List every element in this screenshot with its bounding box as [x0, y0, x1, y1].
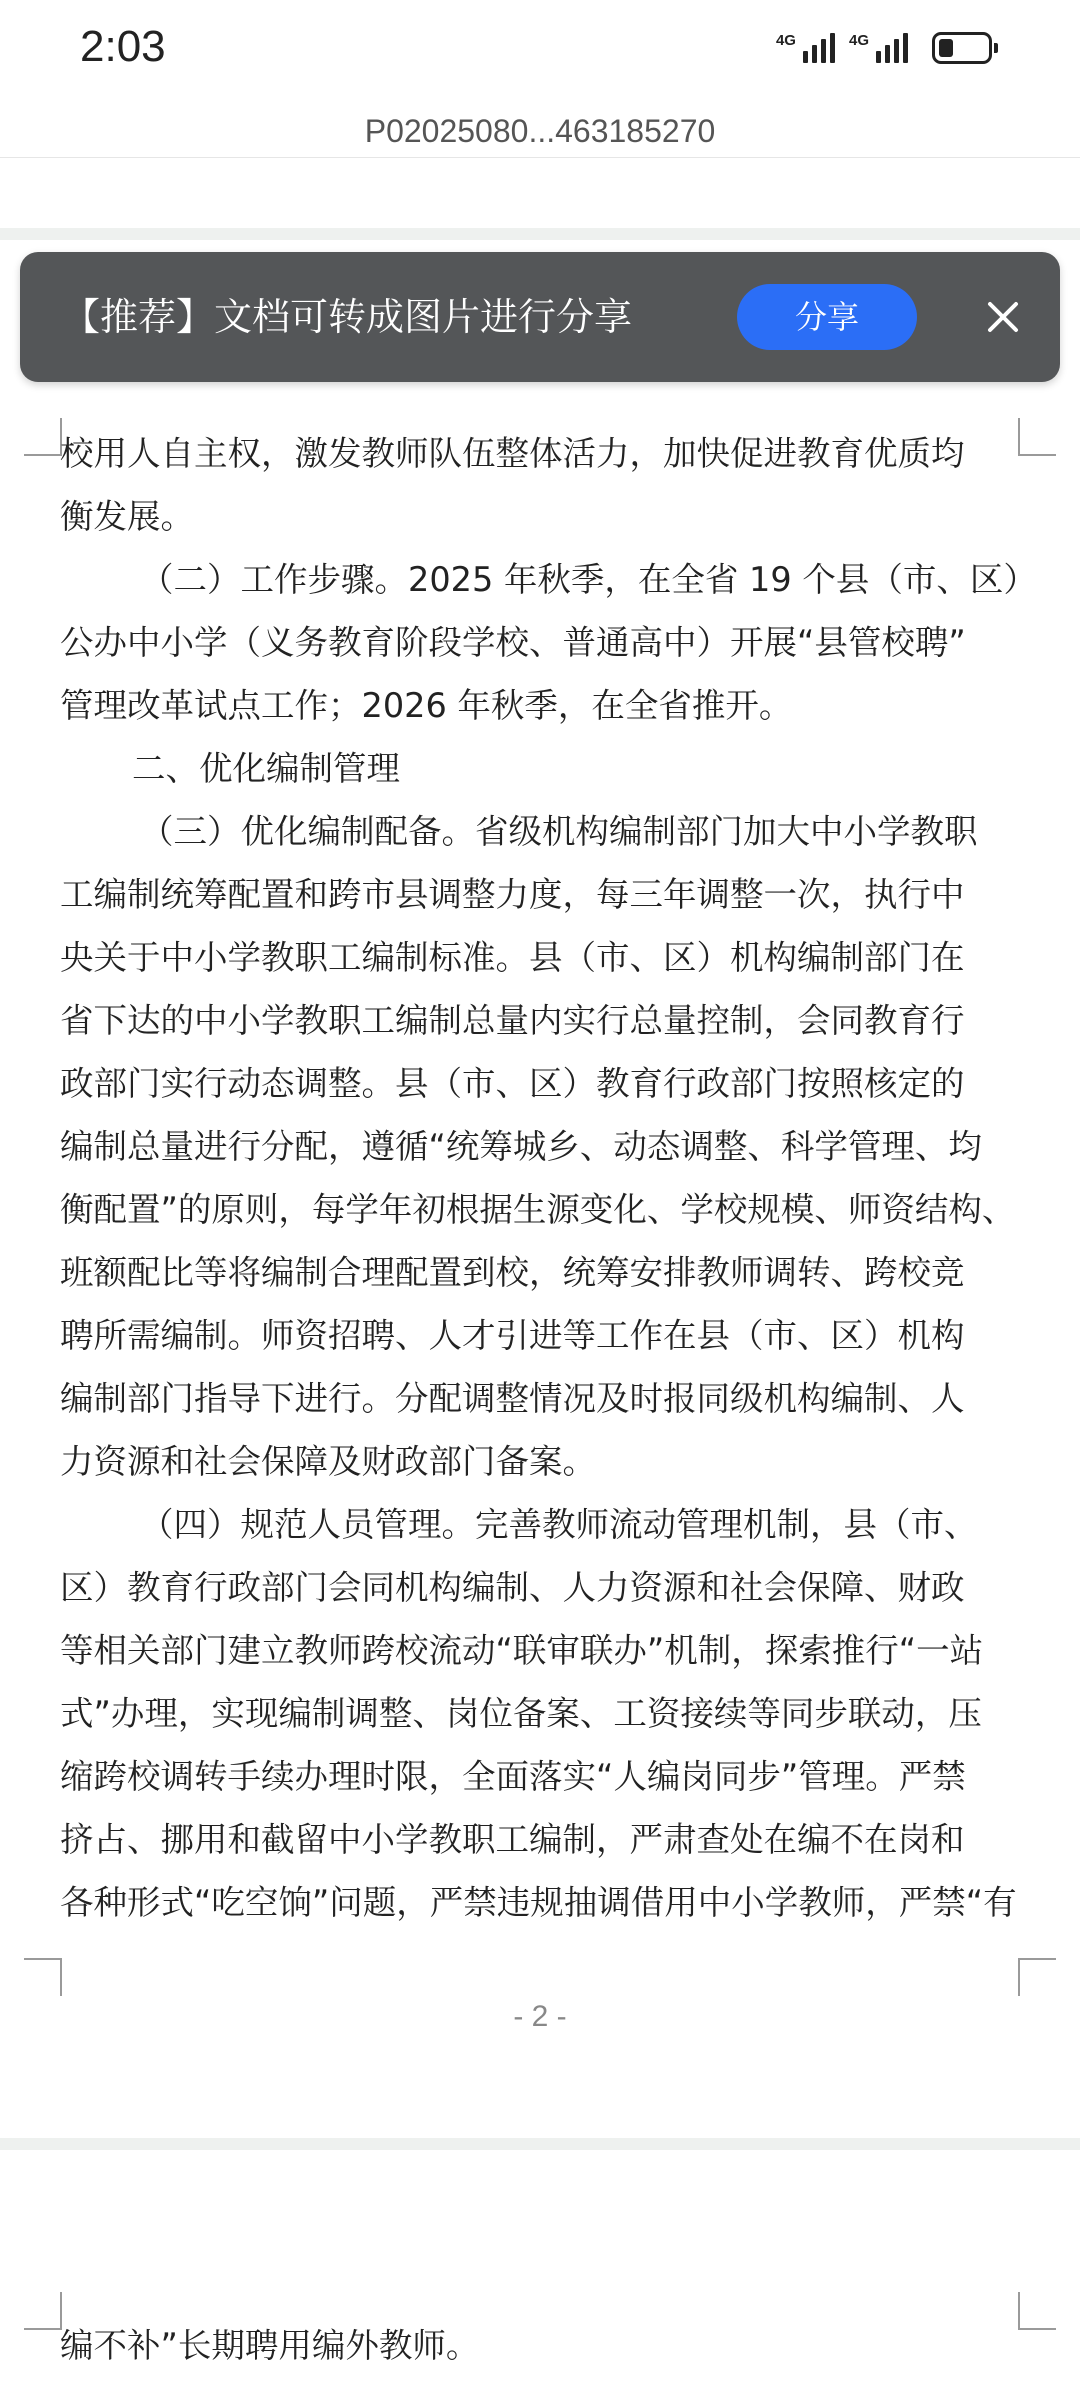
document-text-line: 式”办理，实现编制调整、岗位备案、工资接续等同步联动，压: [60, 1694, 982, 1733]
battery-level-fill: [939, 39, 953, 57]
page-corner-mark: [1018, 1958, 1056, 1996]
page-3-body-text: [60, 2314, 1048, 2377]
status-bar: [0, 0, 1080, 105]
document-text-line: 各种形式“吃空饷”问题，严禁违规抽调借用中小学教师，严禁“有: [60, 1883, 1017, 1922]
status-time: 2:03: [80, 22, 166, 71]
document-text-line: （三）优化编制配备。省级机构编制部门加大中小学教职: [140, 812, 978, 851]
share-suggestion-banner: [20, 252, 1060, 382]
signal-sim2-icon: [849, 33, 908, 63]
page-corner-mark: [24, 2292, 62, 2330]
status-icons: [776, 32, 992, 64]
page-separator: [0, 2138, 1080, 2150]
document-text-line: 编不补”长期聘用编外教师。: [60, 2326, 480, 2365]
document-text-line: 省下达的中小学教职工编制总量内实行总量控制，会同教育行: [60, 1001, 965, 1040]
document-text-line: 等相关部门建立教师跨校流动“联审联办”机制，探索推行“一站: [60, 1631, 984, 1670]
page-corner-mark: [24, 1958, 62, 1996]
document-text-line: 挤占、挪用和截留中小学教职工编制，严肃查处在编不在岗和: [60, 1820, 965, 1859]
document-text-line: 编制部门指导下进行。分配调整情况及时报同级机构编制、人: [60, 1379, 965, 1418]
document-page-2[interactable]: [0, 240, 1080, 2138]
document-text-line: （二）工作步骤。2025 年秋季，在全省 19 个县（市、区）: [140, 560, 1037, 599]
document-text-line: 力资源和社会保障及财政部门备案。: [60, 1442, 596, 1481]
document-text-line: 公办中小学（义务教育阶段学校、普通高中）开展“县管校聘”: [60, 623, 966, 662]
document-text-line: 衡发展。: [60, 497, 194, 536]
document-text-line: 编制总量进行分配，遵循“统筹城乡、动态调整、科学管理、均: [60, 1127, 982, 1166]
document-text-line: 工编制统筹配置和跨市县调整力度，每三年调整一次，执行中: [60, 875, 965, 914]
signal-sim1-icon: [776, 33, 835, 63]
page-separator: [0, 228, 1080, 240]
share-button[interactable]: 分享: [737, 284, 917, 350]
sim1-network-label: 4G: [775, 32, 796, 49]
document-filename: P02025080...463185270: [364, 113, 716, 149]
close-icon[interactable]: [978, 292, 1028, 342]
document-page-3[interactable]: [0, 2150, 1080, 2390]
document-text-line: 校用人自主权，激发教师队伍整体活力，加快促进教育优质均: [60, 434, 965, 473]
page-corner-mark: [24, 418, 62, 456]
document-text-line: 缩跨校调转手续办理时限，全面落实“人编岗同步”管理。严禁: [60, 1757, 966, 1796]
document-text-line: 二、优化编制管理: [132, 749, 400, 788]
sim2-network-label: 4G: [848, 32, 869, 49]
document-text-line: 班额配比等将编制合理配置到校，统筹安排教师调转、跨校竞: [60, 1253, 965, 1292]
page-number: - 2 -: [513, 2000, 567, 2033]
header-divider: [0, 157, 1080, 158]
document-text-line: 央关于中小学教职工编制标准。县（市、区）机构编制部门在: [60, 938, 965, 977]
page-2-body-text: [60, 422, 1048, 1934]
battery-icon: [932, 32, 992, 64]
document-text-line: 衡配置”的原则，每学年初根据生源变化、学校规模、师资结构、: [60, 1190, 1016, 1229]
document-text-line: 聘所需编制。师资招聘、人才引进等工作在县（市、区）机构: [60, 1316, 965, 1355]
banner-message: 【推荐】文档可转成图片进行分享: [62, 295, 633, 339]
document-text-line: 政部门实行动态调整。县（市、区）教育行政部门按照核定的: [60, 1064, 965, 1103]
document-text-line: 区）教育行政部门会同机构编制、人力资源和社会保障、财政: [60, 1568, 965, 1607]
document-text-line: 管理改革试点工作；2026 年秋季，在全省推开。: [60, 686, 793, 725]
document-text-line: （四）规范人员管理。完善教师流动管理机制，县（市、: [140, 1505, 978, 1544]
